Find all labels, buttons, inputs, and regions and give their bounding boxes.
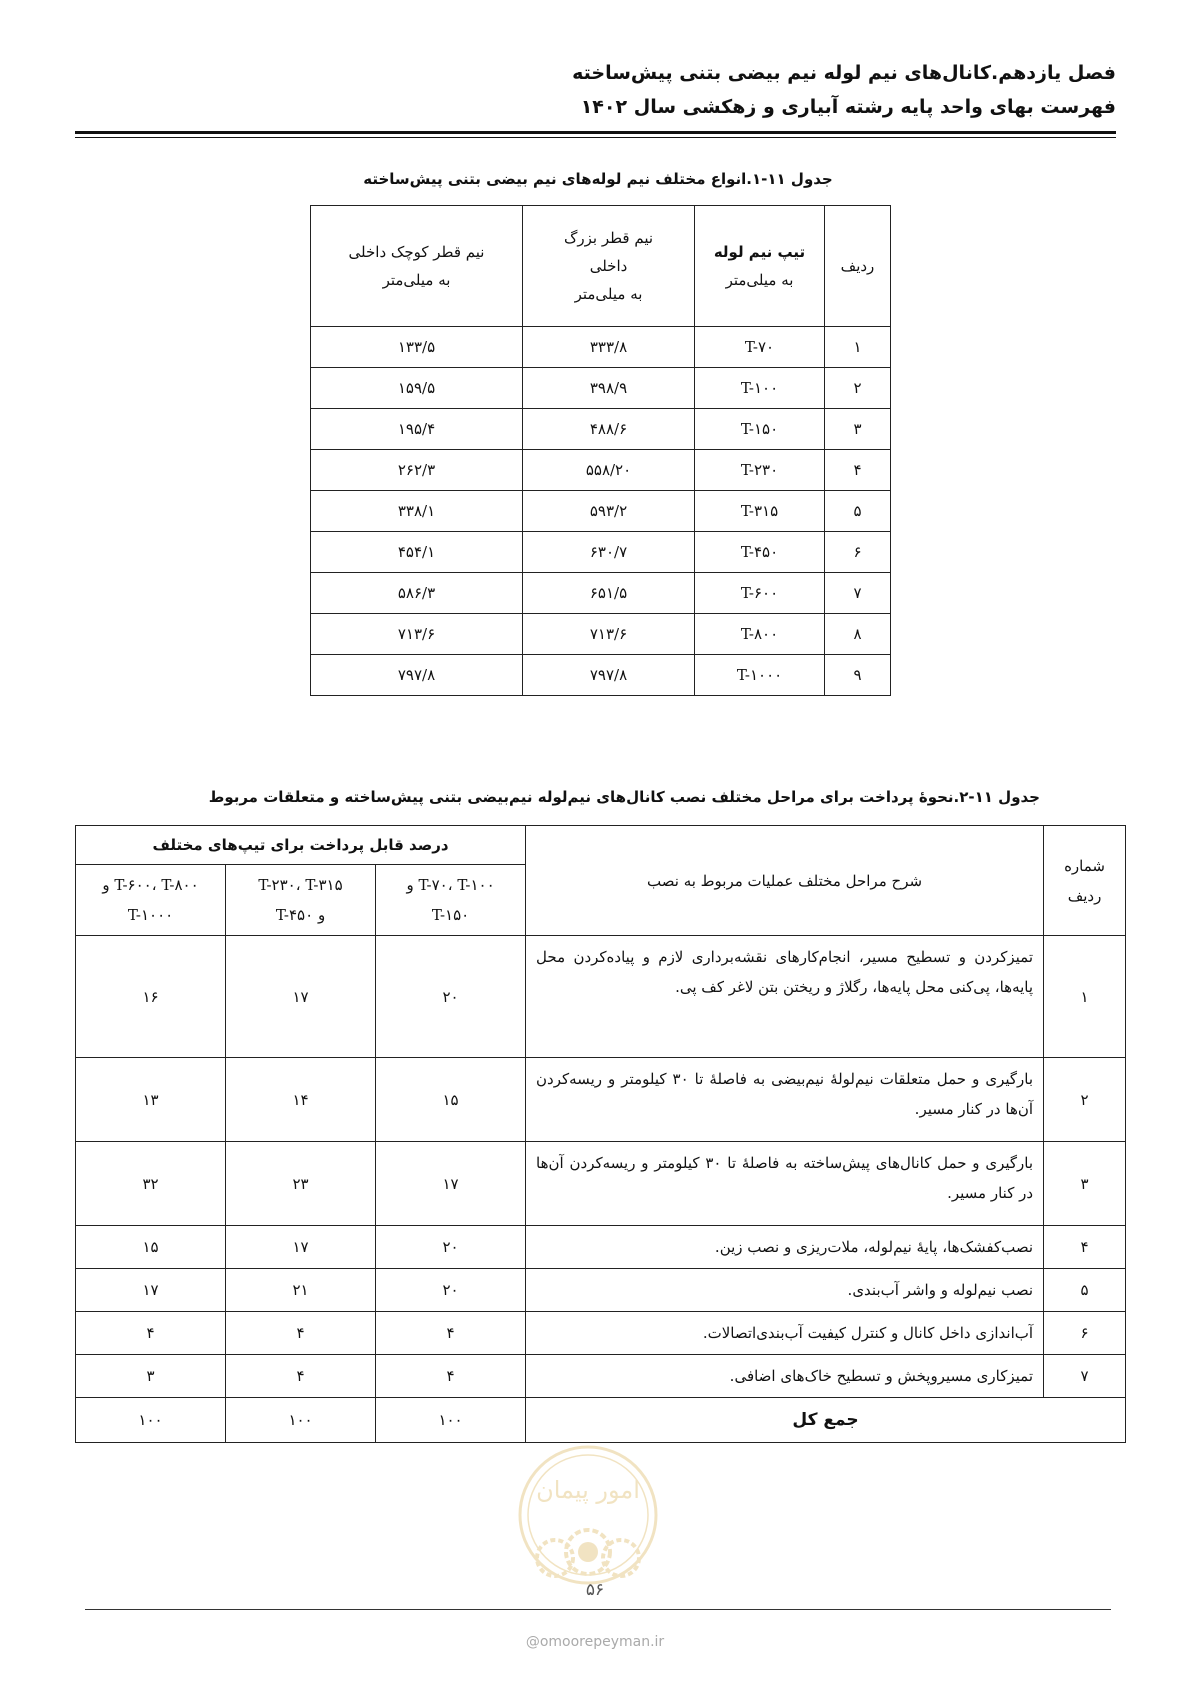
header-description: شرح مراحل مختلف عملیات مربوط به نصب xyxy=(526,826,1044,936)
cell-description: تمیزکردن و تسطیح مسیر، انجام‌کارهای نقشه‌برداری لازم و پیاده‌کردن محل پایه‌ها، پی‌کنی محل پایه‌ها، رگلاژ و ریختن بتن لاغر کف پی. xyxy=(526,936,1044,1058)
cell-description: نصب نیم‌لوله و واشر آب‌بندی. xyxy=(526,1269,1044,1312)
table1-caption: جدول ۱۱-۱.انواع مختلف نیم لوله‌های نیم بیضی بتنی پیش‌ساخته xyxy=(363,170,833,188)
table-row xyxy=(76,1312,1126,1355)
header-row-number: ردیف xyxy=(825,206,891,327)
watermark-logo xyxy=(503,1440,673,1600)
cell-major-radius: ۷۹۷/۸ xyxy=(523,655,695,696)
header-percent-large-types: T-۶۰۰، T-۸۰۰ و T-۱۰۰۰ xyxy=(76,865,226,936)
cell-percent-large: ۱۵ xyxy=(76,1226,226,1269)
document-title: فهرست بهای واحد پایه رشته آبیاری و زهکشی سال ۱۴۰۲ xyxy=(580,96,1116,118)
cell-percent-small: ۲۰ xyxy=(376,936,526,1058)
cell-major-radius: ۵۹۳/۲ xyxy=(523,491,695,532)
watermark-text: امور پیمان xyxy=(536,1476,640,1504)
cell-minor-radius: ۳۳۸/۱ xyxy=(311,491,523,532)
cell-percent-medium: ۴ xyxy=(226,1355,376,1398)
cell-percent-medium: ۱۴ xyxy=(226,1058,376,1142)
cell-pipe-type: T-۱۰۰ xyxy=(695,368,825,409)
cell-percent-small: ۴ xyxy=(376,1312,526,1355)
cell-percent-small: ۴ xyxy=(376,1355,526,1398)
cell-major-radius: ۳۳۳/۸ xyxy=(523,327,695,368)
table-row xyxy=(76,1226,1126,1269)
total-row xyxy=(76,1398,1126,1443)
cell-major-radius: ۴۸۸/۶ xyxy=(523,409,695,450)
header-rule-thick xyxy=(75,131,1116,134)
table2-caption: جدول ۱۱-۲.نحوهٔ پرداخت برای مراحل مختلف نصب کانال‌های نیم‌لوله نیم‌بیضی بتنی پیش‌ساخته و متعلقات مربوط xyxy=(208,788,1040,806)
table-row xyxy=(76,1355,1126,1398)
total-percent-medium: ۱۰۰ xyxy=(226,1398,376,1443)
footer-rule xyxy=(85,1609,1111,1610)
table-row xyxy=(311,491,891,532)
total-percent-small: ۱۰۰ xyxy=(376,1398,526,1443)
cell-minor-radius: ۱۵۹/۵ xyxy=(311,368,523,409)
total-label: جمع کل xyxy=(526,1398,1126,1443)
cell-row-number: ۲ xyxy=(1044,1058,1126,1142)
payment-stages-table xyxy=(75,825,1126,1443)
cell-percent-small: ۲۰ xyxy=(376,1269,526,1312)
cell-percent-small: ۱۵ xyxy=(376,1058,526,1142)
cell-percent-medium: ۲۱ xyxy=(226,1269,376,1312)
table-row xyxy=(311,614,891,655)
cell-pipe-type: T-۷۰ xyxy=(695,327,825,368)
table-row xyxy=(76,1142,1126,1226)
page-header xyxy=(572,56,1116,124)
page-number: ۵۶ xyxy=(585,1580,605,1600)
website-label: @omoorepeyman.ir xyxy=(525,1634,665,1650)
header-row-number: شماره ردیف xyxy=(1044,826,1126,936)
cell-minor-radius: ۵۸۶/۳ xyxy=(311,573,523,614)
table-row xyxy=(311,532,891,573)
header-percent-small-types: T-۷۰، T-۱۰۰ و T-۱۵۰ xyxy=(376,865,526,936)
table-row xyxy=(76,1269,1126,1312)
cell-percent-small: ۱۷ xyxy=(376,1142,526,1226)
cell-row-number: ۵ xyxy=(825,491,891,532)
table-header-row xyxy=(311,206,891,327)
table-row xyxy=(311,450,891,491)
cell-percent-medium: ۱۷ xyxy=(226,1226,376,1269)
header-minor-radius: نیم قطر کوچک داخلی به میلی‌متر xyxy=(311,206,523,327)
cell-pipe-type: T-۱۰۰۰ xyxy=(695,655,825,696)
cell-percent-large: ۱۶ xyxy=(76,936,226,1058)
cell-percent-large: ۳ xyxy=(76,1355,226,1398)
cell-pipe-type: T-۴۵۰ xyxy=(695,532,825,573)
header-rule-thin xyxy=(75,137,1116,138)
cell-row-number: ۱ xyxy=(1044,936,1126,1058)
cell-row-number: ۴ xyxy=(1044,1226,1126,1269)
cell-major-radius: ۳۹۸/۹ xyxy=(523,368,695,409)
cell-minor-radius: ۷۹۷/۸ xyxy=(311,655,523,696)
cell-row-number: ۲ xyxy=(825,368,891,409)
cell-pipe-type: T-۶۰۰ xyxy=(695,573,825,614)
chapter-title: فصل یازدهم.کانال‌های نیم لوله نیم بیضی بتنی پیش‌ساخته xyxy=(572,62,1116,84)
cell-row-number: ۴ xyxy=(825,450,891,491)
cell-row-number: ۳ xyxy=(825,409,891,450)
cell-row-number: ۸ xyxy=(825,614,891,655)
cell-minor-radius: ۷۱۳/۶ xyxy=(311,614,523,655)
cell-percent-medium: ۲۳ xyxy=(226,1142,376,1226)
pipe-types-table xyxy=(310,205,891,696)
cell-minor-radius: ۲۶۲/۳ xyxy=(311,450,523,491)
cell-percent-medium: ۱۷ xyxy=(226,936,376,1058)
cell-percent-large: ۱۷ xyxy=(76,1269,226,1312)
header-percent-medium-types: T-۲۳۰، T-۳۱۵ و T-۴۵۰ xyxy=(226,865,376,936)
cell-row-number: ۵ xyxy=(1044,1269,1126,1312)
cell-row-number: ۳ xyxy=(1044,1142,1126,1226)
total-percent-large: ۱۰۰ xyxy=(76,1398,226,1443)
table-row xyxy=(311,327,891,368)
cell-row-number: ۹ xyxy=(825,655,891,696)
table-row xyxy=(76,936,1126,1058)
cell-percent-large: ۱۳ xyxy=(76,1058,226,1142)
table-header-row xyxy=(76,826,1126,865)
cell-major-radius: ۶۳۰/۷ xyxy=(523,532,695,573)
table-row xyxy=(311,368,891,409)
header-pipe-type: تیپ نیم لوله به میلی‌متر xyxy=(695,206,825,327)
cell-pipe-type: T-۳۱۵ xyxy=(695,491,825,532)
cell-description: بارگیری و حمل کانال‌های پیش‌ساخته به فاصلهٔ تا ۳۰ کیلومتر و ریسه‌کردن آن‌ها در کنار مسیر. xyxy=(526,1142,1044,1226)
cell-minor-radius: ۱۹۵/۴ xyxy=(311,409,523,450)
header-major-radius: نیم قطر بزرگ داخلی به میلی‌متر xyxy=(523,206,695,327)
cell-row-number: ۷ xyxy=(1044,1355,1126,1398)
cell-percent-large: ۳۲ xyxy=(76,1142,226,1226)
cell-pipe-type: T-۸۰۰ xyxy=(695,614,825,655)
cell-minor-radius: ۴۵۴/۱ xyxy=(311,532,523,573)
cell-row-number: ۶ xyxy=(1044,1312,1126,1355)
cell-description: آب‌اندازی داخل کانال و کنترل کیفیت آب‌بندی‌اتصالات. xyxy=(526,1312,1044,1355)
cell-description: نصب‌کفشک‌ها، پایهٔ نیم‌لوله، ملات‌ریزی و نصب زین. xyxy=(526,1226,1044,1269)
header-percent-group: درصد قابل پرداخت برای تیپ‌های مختلف xyxy=(76,826,526,865)
cell-description: بارگیری و حمل متعلقات نیم‌لولهٔ نیم‌بیضی به فاصلهٔ تا ۳۰ کیلومتر و ریسه‌کردن آن‌ها در کنار مسیر. xyxy=(526,1058,1044,1142)
table-row xyxy=(76,1058,1126,1142)
table-row xyxy=(311,573,891,614)
cell-description: تمیزکاری مسیروپخش و تسطیح خاک‌های اضافی. xyxy=(526,1355,1044,1398)
cell-pipe-type: T-۱۵۰ xyxy=(695,409,825,450)
cell-major-radius: ۷۱۳/۶ xyxy=(523,614,695,655)
cell-row-number: ۷ xyxy=(825,573,891,614)
table-row xyxy=(311,409,891,450)
cell-percent-medium: ۴ xyxy=(226,1312,376,1355)
cell-row-number: ۱ xyxy=(825,327,891,368)
cell-percent-large: ۴ xyxy=(76,1312,226,1355)
cell-row-number: ۶ xyxy=(825,532,891,573)
cell-major-radius: ۵۵۸/۲۰ xyxy=(523,450,695,491)
cell-major-radius: ۶۵۱/۵ xyxy=(523,573,695,614)
cell-percent-small: ۲۰ xyxy=(376,1226,526,1269)
cell-pipe-type: T-۲۳۰ xyxy=(695,450,825,491)
cell-minor-radius: ۱۳۳/۵ xyxy=(311,327,523,368)
table-row xyxy=(311,655,891,696)
